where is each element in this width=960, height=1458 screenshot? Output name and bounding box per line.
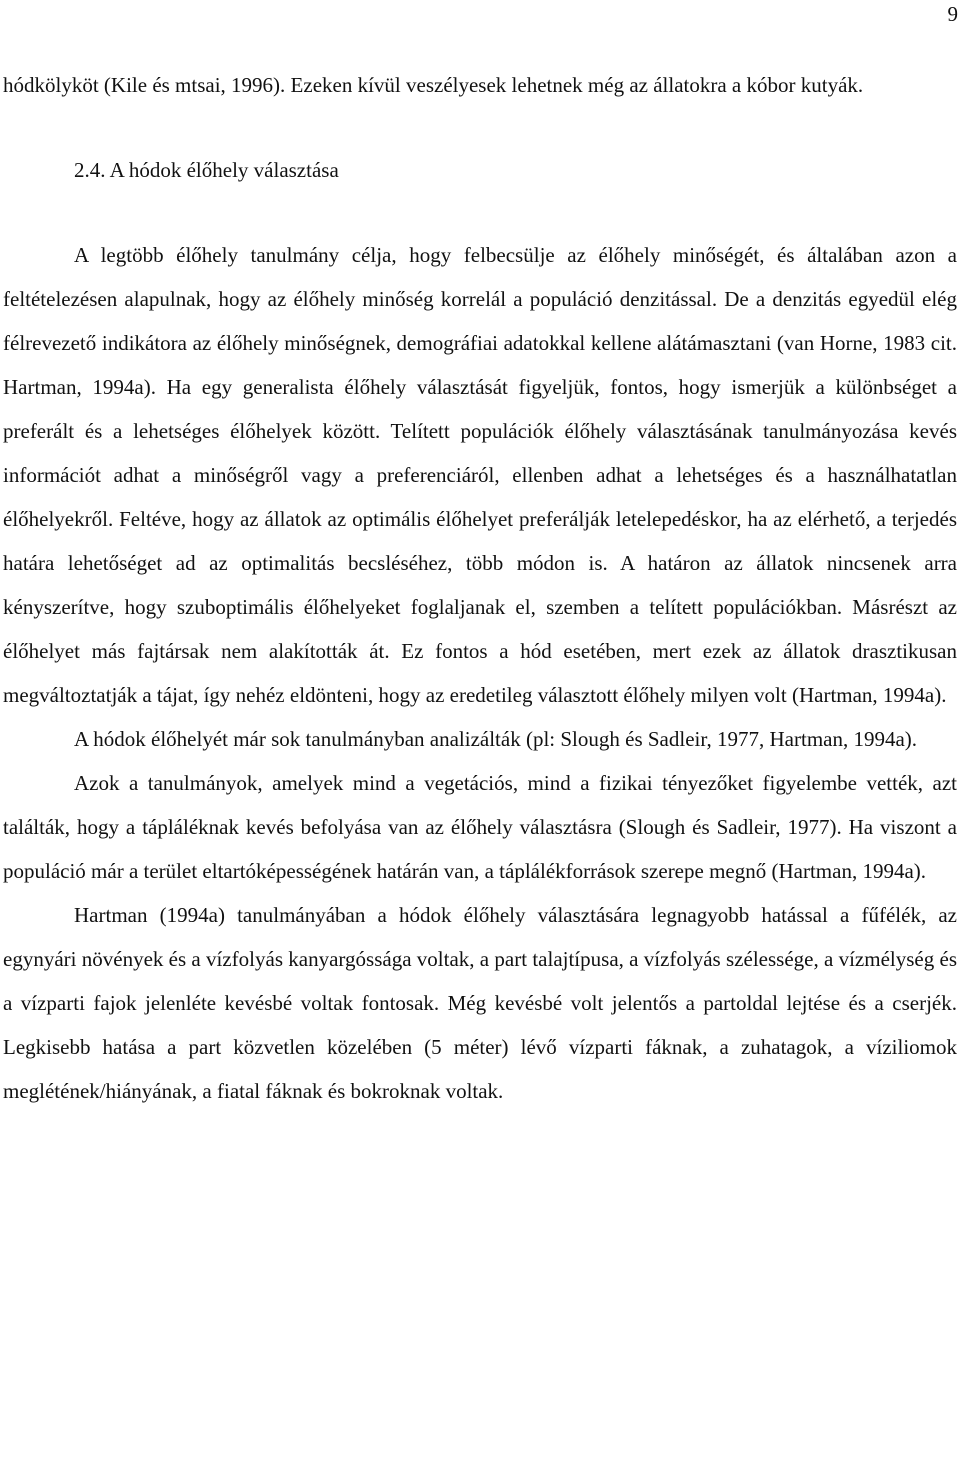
paragraph-habitat-analysis: A hódok élőhelyét már sok tanulmányban analizálták (pl: Slough és Sadleir, 1977, Hartman, 1994a). (74, 727, 918, 751)
paragraph-vegetation-factors: Azok a tanulmányok, amelyek mind a vegetációs, mind a fizikai tényezőket figyelembe vették, azt találták, hogy a tápláléknak kevés befolyása van az élőhely választásra (Slough és Sadleir, 1977). Ha viszont a populáció már a terület eltartóképességének határán van, a táplálékforrások szerepe megnő (Hartman, 1994a). (3, 771, 957, 883)
paragraph-habitat-studies: A legtöbb élőhely tanulmány célja, hogy felbecsülje az élőhely minőségét, és általában azon a feltételezésen alapulnak, hogy az élőhely minőség korrelál a populáció denzitással. De a denzitás egyedül elég félrevezető indikátora az élőhely minőségnek, demográfiai adatokkal kellene alátámasztani (van Horne, 1983 cit. Hartman, 1994a). Ha egy generalista élőhely választását figyeljük, fontos, hogy ismerjük a különbséget a preferált és a lehetséges élőhelyek között. Telített populációk élőhely választásának tanulmányozása kevés információt adhat a minőségről vagy a preferenciáról, ellenben adhat a lehetséges és a használhatatlan élőhelyekről. Feltéve, hogy az állatok az optimális élőhelyet preferálják letelepedéskor, ha az elérhető, a terjedés határa lehetőséget ad az optimalitás becsléséhez, több módon is. A határon az állatok nincsenek arra kényszerítve, hogy szuboptimális élőhelyeket foglaljanak el, szemben a telített populációkban. Másrészt az élőhelyet más fajtársak nem alakították át. Ez fontos a hód esetében, mert ezek az állatok drasztikusan megváltoztatják a tájat, így nehéz eldönteni, hogy az eredetileg választott élőhely milyen volt (Hartman, 1994a). (3, 243, 957, 707)
intro-paragraph: hódkölyköt (Kile és mtsai, 1996). Ezeken kívül veszélyesek lehetnek még az állatokra a kóbor kutyák. (3, 73, 864, 97)
paragraph-hartman-factors: Hartman (1994a) tanulmányában a hódok élőhely választására legnagyobb hatással a fűfélék, az egynyári növények és a vízfolyás kanyargóssága voltak, a part talajtípusa, a vízfolyás szélessége, a vízmélység és a vízparti fajok jelenléte kevésbé voltak fontosak. Még kevésbé volt jelentős a partoldal lejtése és a cserjék. Legkisebb hatása a part közvetlen közelében (5 méter) lévő vízparti fáknak, a zuhatagok, a víziliomok meglétének/hiányának, a fiatal fáknak és bokroknak voltak. (3, 903, 957, 1103)
page-number: 9 (947, 2, 958, 26)
section-heading: 2.4. A hódok élőhely választása (74, 158, 339, 182)
document-body (3, 63, 957, 1113)
